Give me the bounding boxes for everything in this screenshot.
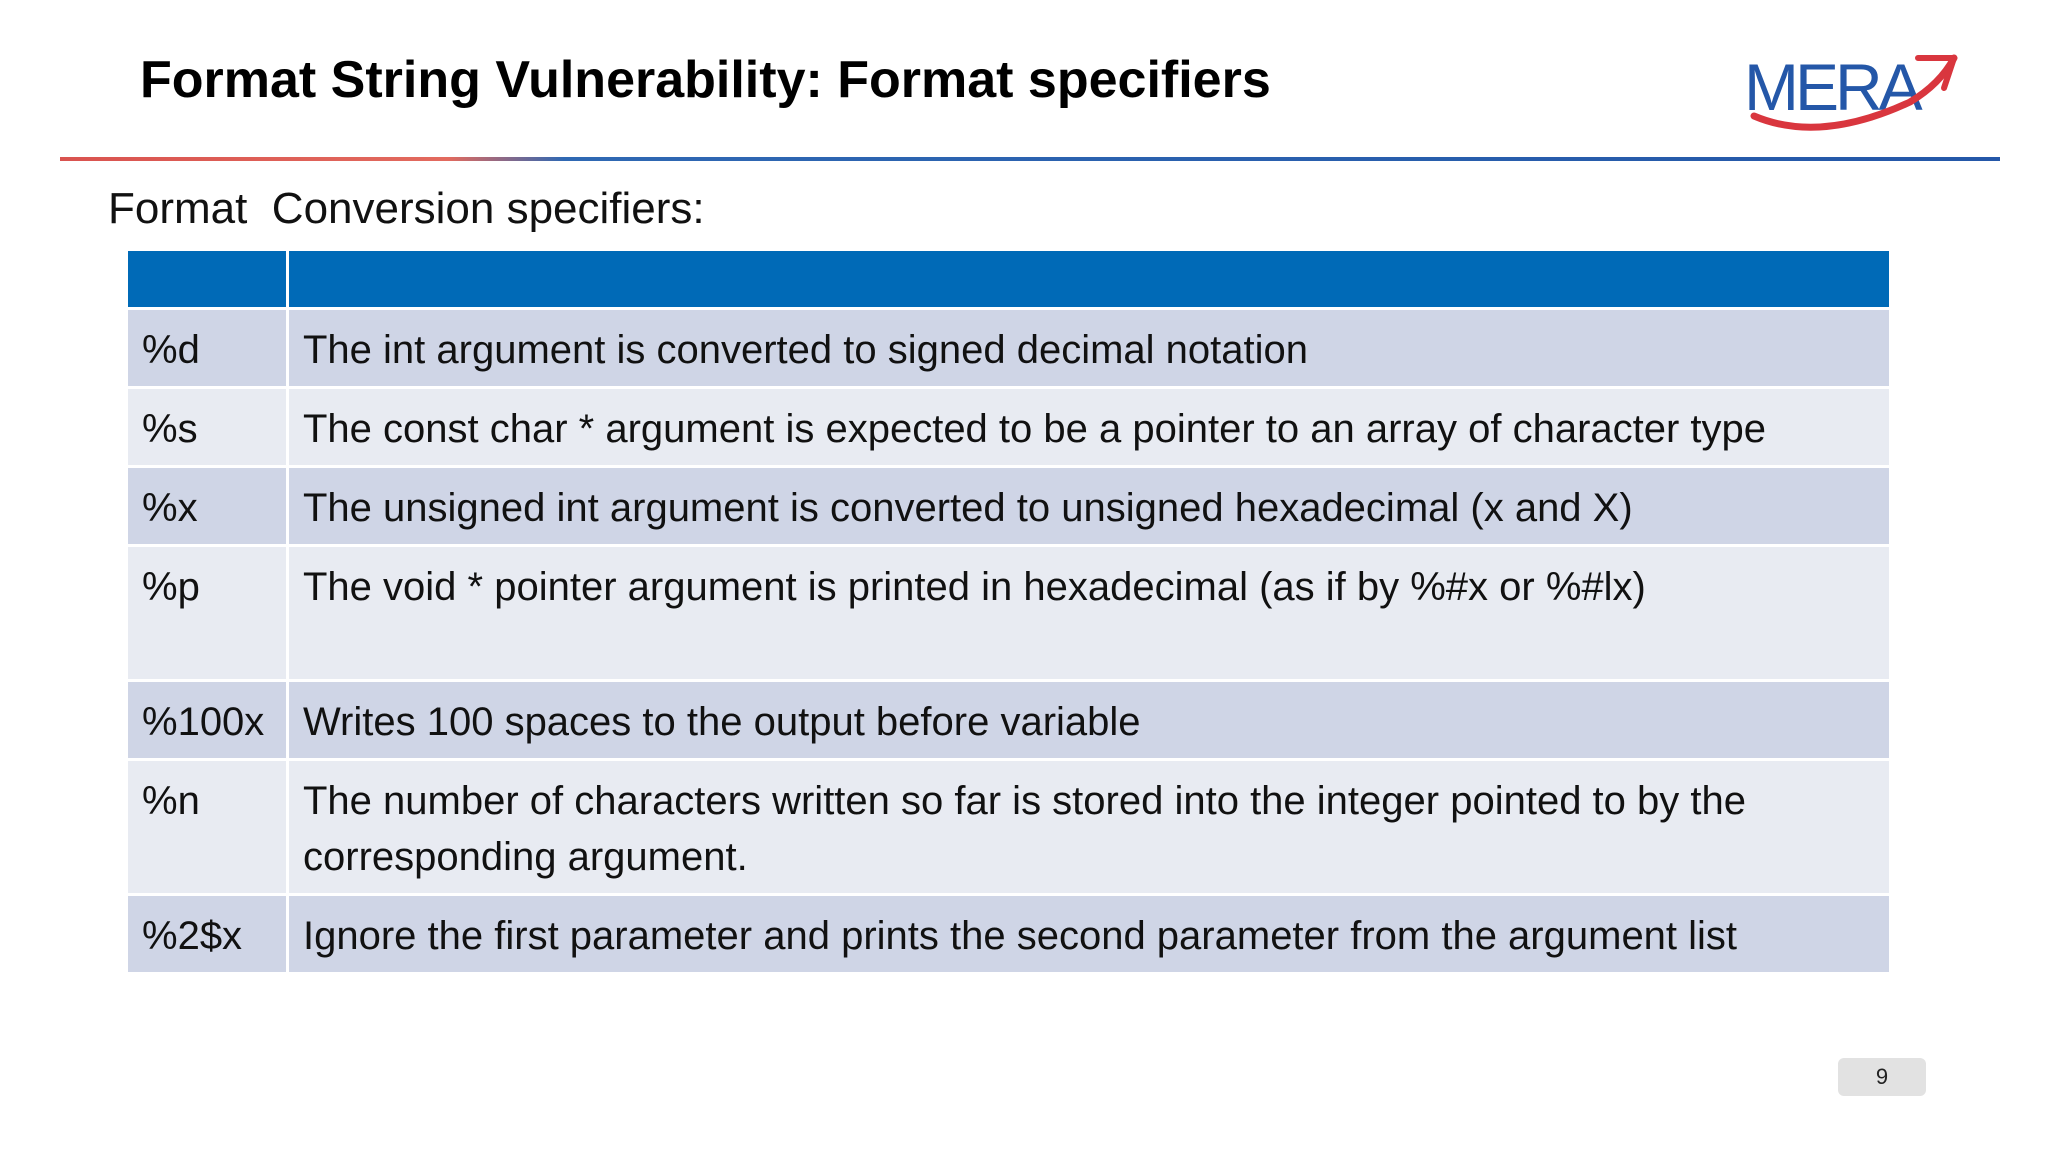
table-row xyxy=(127,467,1891,546)
specifier-cell: %s xyxy=(127,388,288,467)
table-row xyxy=(127,895,1891,974)
logo-text: MERA xyxy=(1744,50,1919,124)
specifier-cell: %100x xyxy=(127,681,288,760)
format-specifier-table xyxy=(125,248,1892,975)
specifier-cell: %p xyxy=(127,546,288,681)
table-row xyxy=(127,760,1891,895)
header-divider xyxy=(60,157,2000,161)
table-row xyxy=(127,546,1891,681)
header-cell-description xyxy=(288,250,1891,309)
specifier-cell: %n xyxy=(127,760,288,895)
description-cell: Writes 100 spaces to the output before variable xyxy=(288,681,1891,760)
description-cell: The void * pointer argument is printed in hexadecimal (as if by %#x or %#lx) xyxy=(288,546,1891,681)
table-row xyxy=(127,681,1891,760)
specifier-cell: %x xyxy=(127,467,288,546)
header-cell-spec xyxy=(127,250,288,309)
specifier-cell: %2$x xyxy=(127,895,288,974)
description-cell: Ignore the first parameter and prints the second parameter from the argument list xyxy=(288,895,1891,974)
description-cell: The number of characters written so far is stored into the integer pointed to by the corresponding argument. xyxy=(288,760,1891,895)
section-subtitle: Format Conversion specifiers: xyxy=(108,184,705,233)
description-cell: The int argument is converted to signed decimal notation xyxy=(288,309,1891,388)
table-row xyxy=(127,388,1891,467)
mera-logo xyxy=(1740,44,1960,134)
specifier-cell: %d xyxy=(127,309,288,388)
slide-title: Format String Vulnerability: Format specifiers xyxy=(140,51,1271,109)
description-cell: The const char * argument is expected to be a pointer to an array of character type xyxy=(288,388,1891,467)
description-cell: The unsigned int argument is converted to unsigned hexadecimal (x and X) xyxy=(288,467,1891,546)
page-number: 9 xyxy=(1838,1058,1926,1096)
table-header-row xyxy=(127,250,1891,309)
table-row xyxy=(127,309,1891,388)
